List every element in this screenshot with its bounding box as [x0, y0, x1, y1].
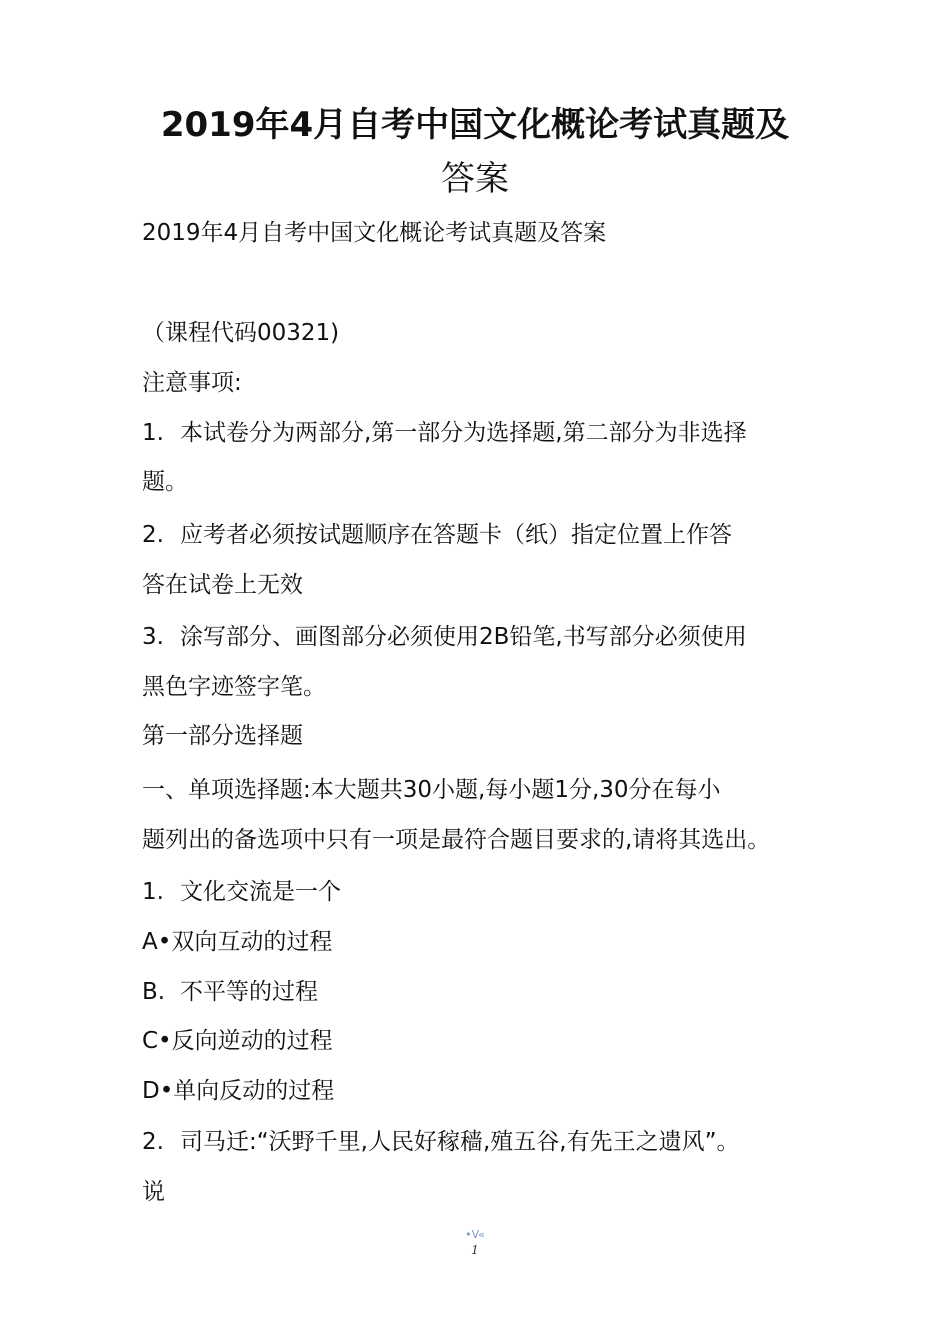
option-b-text: 不平等的过程 — [180, 979, 318, 1005]
question-2-stem: 司马迁:“沃野千里,人民好稼穑,殖五谷,有先王之遗风”。 — [180, 1129, 740, 1155]
option-a — [142, 927, 332, 957]
option-a-label: A• — [142, 929, 172, 955]
question-1 — [142, 877, 341, 907]
option-c-label: C• — [142, 1028, 172, 1054]
option-b-label: B. — [142, 979, 166, 1005]
section1-line-1: 一、单项选择题:本大题共30小题,每小题1分,30分在每小 — [142, 777, 721, 803]
option-d — [142, 1076, 334, 1106]
note-3-line-1 — [142, 622, 747, 652]
question-2 — [142, 1127, 740, 1157]
option-c — [142, 1026, 333, 1056]
option-c-text: 反向逆动的过程 — [171, 1028, 333, 1054]
note-1-line-1 — [142, 418, 747, 448]
option-d-text: 单向反动的过程 — [173, 1078, 335, 1104]
note-2-number: 2. — [142, 522, 164, 548]
note-3-text: 涂写部分、画图部分必须使用2B铅笔,书写部分必须使用 — [180, 624, 747, 650]
question-1-number: 1. — [142, 879, 164, 905]
title-line-1: 2019年4月自考中国文化概论考试真题及 — [160, 105, 790, 145]
notice-heading: 注意事项: — [142, 370, 242, 396]
course-code: （课程代码00321) — [142, 320, 340, 346]
section1-line-2: 题列出的备选项中只有一项是最符合题目要求的,请将其选出。 — [142, 827, 771, 853]
note-3-line-2: 黑色字迹签字笔。 — [142, 674, 326, 700]
note-3-number: 3. — [142, 624, 164, 650]
title-line-2: 答案 — [441, 159, 509, 199]
footer-mark: •V« — [465, 1228, 485, 1241]
question-2-continuation: 说 — [142, 1179, 165, 1205]
note-2-line-1 — [142, 520, 732, 550]
option-d-label: D• — [142, 1078, 174, 1104]
document-title — [80, 98, 870, 206]
page-number: 1 — [471, 1243, 479, 1257]
question-2-number: 2. — [142, 1129, 164, 1155]
option-a-text: 双向互动的过程 — [171, 929, 333, 955]
note-1-text: 本试卷分为两部分,第一部分为选择题,第二部分为非选择 — [180, 420, 747, 446]
question-1-stem: 文化交流是一个 — [180, 879, 341, 905]
option-b — [142, 977, 318, 1007]
note-1-number: 1. — [142, 420, 164, 446]
subtitle: 2019年4月自考中国文化概论考试真题及答案 — [142, 220, 607, 246]
part1-heading: 第一部分选择题 — [142, 723, 303, 749]
note-1-line-2: 题。 — [142, 469, 188, 495]
note-2-line-2: 答在试卷上无效 — [142, 572, 303, 598]
note-2-text: 应考者必须按试题顺序在答题卡（纸）指定位置上作答 — [180, 522, 732, 548]
